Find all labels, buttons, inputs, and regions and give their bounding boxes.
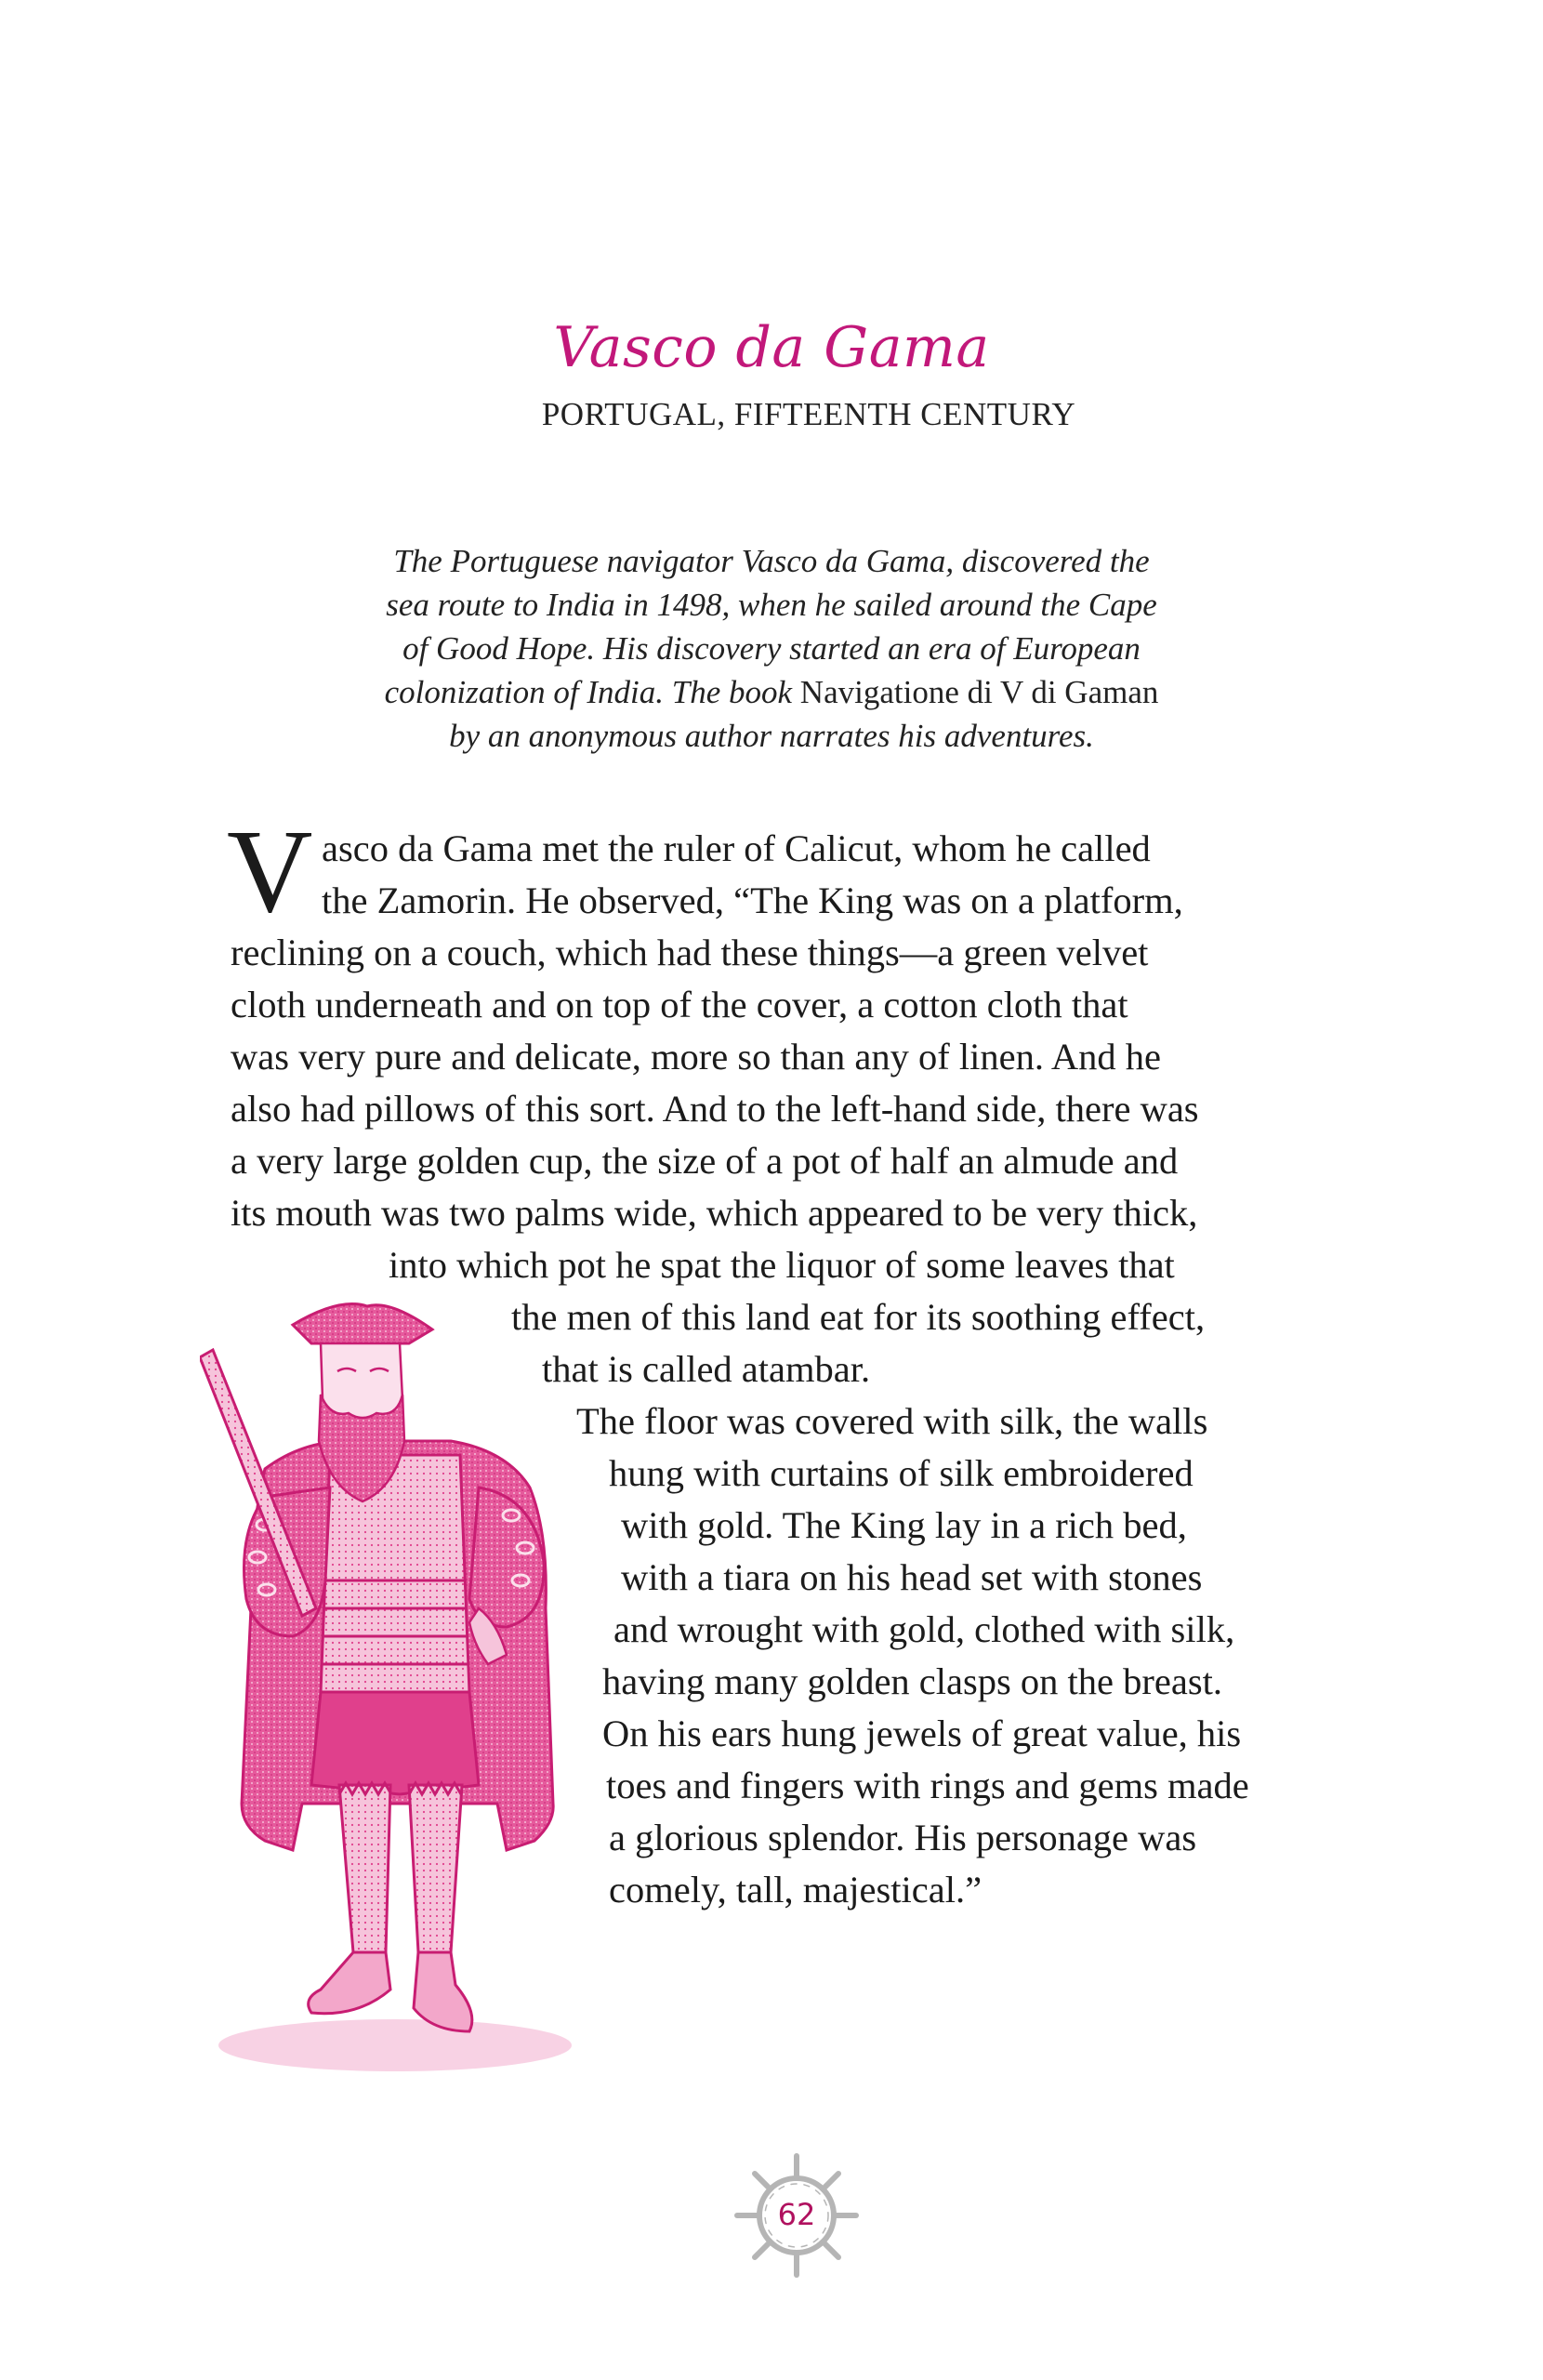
body-line: The floor was covered with silk, the walls bbox=[576, 1400, 1208, 1442]
body-line: with gold. The King lay in a rich bed, bbox=[621, 1504, 1187, 1546]
figure-shoe-right bbox=[414, 1952, 472, 2031]
intro-text: colonization of India. The book bbox=[384, 674, 800, 710]
body-line: and wrought with gold, clothed with silk, bbox=[613, 1608, 1235, 1650]
body-line: into which pot he spat the liquor of some leaves that bbox=[389, 1244, 1175, 1286]
body-line: comely, tall, majestical.” bbox=[609, 1869, 983, 1911]
intro-line: of Good Hope. His discovery started an era of European bbox=[402, 630, 1141, 667]
drop-cap: V bbox=[227, 805, 313, 937]
intro-line: The Portuguese navigator Vasco da Gama, discovered the bbox=[393, 543, 1150, 579]
figure-shadow bbox=[218, 2019, 572, 2071]
body-line: On his ears hung jewels of great value, his bbox=[602, 1712, 1242, 1754]
figure-tunic bbox=[321, 1455, 469, 1692]
figure-leg-right bbox=[409, 1785, 462, 1952]
figure-breeches bbox=[311, 1692, 479, 1794]
body-line: the men of this land eat for its soothing effect, bbox=[511, 1296, 1206, 1338]
page-title: Vasco da Gama bbox=[553, 315, 990, 380]
body-line: a very large golden cup, the size of a pot of half an almude and bbox=[231, 1140, 1179, 1182]
body-line: toes and fingers with rings and gems made bbox=[606, 1765, 1249, 1806]
page-number: 62 bbox=[777, 2197, 816, 2232]
body-line: asco da Gama met the ruler of Calicut, whom he called bbox=[322, 827, 1151, 869]
intro-line: sea route to India in 1498, when he sailed around the Cape bbox=[386, 587, 1157, 623]
body-line: having many golden clasps on the breast. bbox=[602, 1660, 1222, 1702]
body-line: also had pillows of this sort. And to the left-hand side, there was bbox=[231, 1088, 1199, 1130]
intro-line: by an anonymous author narrates his adventures. bbox=[449, 718, 1094, 754]
page-subtitle: PORTUGAL, FIFTEENTH CENTURY bbox=[541, 396, 1076, 432]
figure-hat bbox=[293, 1304, 432, 1344]
body-line: the Zamorin. He observed, “The King was on a platform, bbox=[322, 879, 1183, 921]
body-line: reclining on a couch, which had these things—a green velvet bbox=[231, 932, 1149, 973]
body-line: that is called atambar. bbox=[542, 1348, 871, 1390]
body-line: hung with curtains of silk embroidered bbox=[609, 1452, 1194, 1494]
intro-line bbox=[0, 670, 1543, 714]
figure-leg-left bbox=[339, 1785, 390, 1952]
body-line: with a tiara on his head set with stones bbox=[621, 1556, 1203, 1598]
body-line: its mouth was two palms wide, which appeared to be very thick, bbox=[231, 1192, 1198, 1234]
portrait-figure-icon bbox=[200, 1302, 590, 2082]
body-line: a glorious splendor. His personage was bbox=[609, 1817, 1197, 1858]
body-line: was very pure and delicate, more so than any of linen. And he bbox=[231, 1036, 1161, 1078]
figure-shoe-left bbox=[309, 1952, 390, 2014]
book-title: Navigatione di V di Gaman bbox=[799, 674, 1159, 710]
body-line: cloth underneath and on top of the cover, a cotton cloth that bbox=[231, 984, 1128, 1025]
